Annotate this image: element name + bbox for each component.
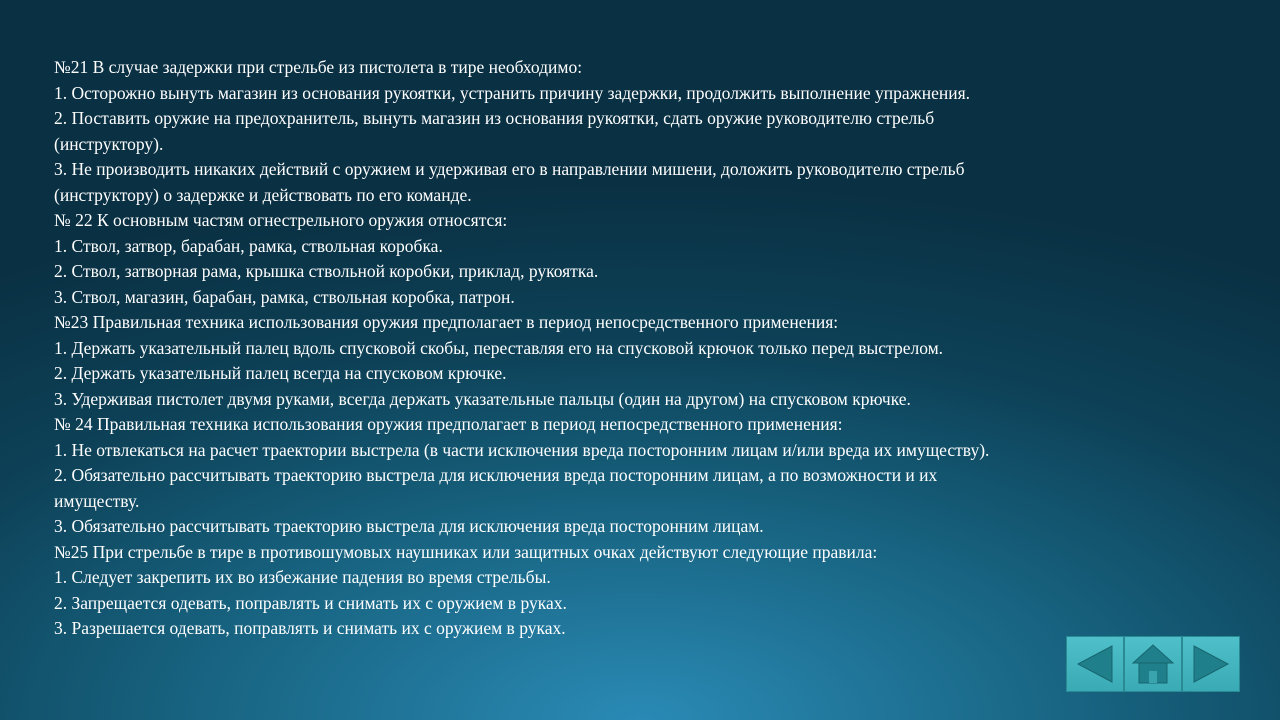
- slide-text-line: 3. Не производить никаких действий с оружием и удерживая его в направлении мишени, доложить руководителю стрельб: [54, 159, 965, 179]
- slide-text-line: №25 При стрельбе в тире в противошумовых наушниках или защитных очках действуют следующие правила:: [54, 541, 878, 562]
- slide-text-line: 3. Разрешается одевать, поправлять и снимать их с оружием в руках.: [54, 618, 566, 638]
- slide-text-line: (инструктору).: [54, 133, 164, 154]
- slide-text-line: имуществу.: [54, 490, 140, 511]
- slide-text-line: № 24 Правильная техника использования оружия предполагает в период непосредственного применения:: [54, 414, 843, 434]
- slide-text-line: 1. Ствол, затвор, барабан, рамка, ствольная коробка.: [54, 235, 443, 256]
- slide-text-line: 2. Держать указательный палец всегда на спусковом крючке.: [54, 363, 507, 383]
- next-button[interactable]: [1182, 636, 1240, 692]
- slide-text-line: 3. Обязательно рассчитывать траекторию выстрела для исключения вреда посторонним лицам.: [54, 516, 764, 536]
- home-button[interactable]: [1124, 636, 1182, 692]
- slide-text-line: №23 Правильная техника использования оружия предполагает в период непосредственного применения:: [54, 312, 839, 332]
- slide-text-line: 2. Ствол, затворная рама, крышка ствольной коробки, приклад, рукоятка.: [54, 261, 599, 281]
- previous-button[interactable]: [1066, 636, 1124, 692]
- arrow-right-icon: [1188, 642, 1234, 686]
- slide-text-line: № 22 К основным частям огнестрельного оружия относятся:: [54, 210, 508, 230]
- slide-text-line: 1. Следует закрепить их во избежание падения во время стрельбы.: [54, 567, 551, 587]
- slide-text-line: 3. Ствол, магазин, барабан, рамка, ствольная коробка, патрон.: [54, 286, 515, 307]
- slide-text-line: 2. Поставить оружие на предохранитель, вынуть магазин из основания рукоятки, сдать оружие руководителю стрельб: [54, 108, 935, 128]
- slide-text-line: 1. Держать указательный палец вдоль спусковой скобы, переставляя его на спусковой крючок только перед выстрелом.: [54, 337, 944, 358]
- slide-text-line: №21 В случае задержки при стрельбе из пистолета в тире необходимо:: [54, 57, 583, 77]
- slide-text-line: 3. Удерживая пистолет двумя руками, всегда держать указательные пальцы (один на другом) на спусковом крючке.: [54, 388, 911, 409]
- slide-navigation: [1066, 636, 1240, 692]
- slide-text-line: 1. Не отвлекаться на расчет траектории выстрела (в части исключения вреда посторонним лицам и/или вреда их имуществу).: [54, 439, 990, 460]
- arrow-left-icon: [1072, 642, 1118, 686]
- home-icon: [1130, 641, 1176, 687]
- slide-text-line: 2. Запрещается одевать, поправлять и снимать их с оружием в руках.: [54, 592, 567, 613]
- slide-text-line: 2. Обязательно рассчитывать траекторию выстрела для исключения вреда посторонним лицам, а по возможности и их: [54, 465, 938, 485]
- slide-text-line: 1. Осторожно вынуть магазин из основания рукоятки, устранить причину задержки, продолжить выполнение упражнения.: [54, 82, 971, 103]
- slide-text-line: (инструктору) о задержке и действовать по его команде.: [54, 184, 472, 205]
- slide-body-text: [54, 55, 1204, 642]
